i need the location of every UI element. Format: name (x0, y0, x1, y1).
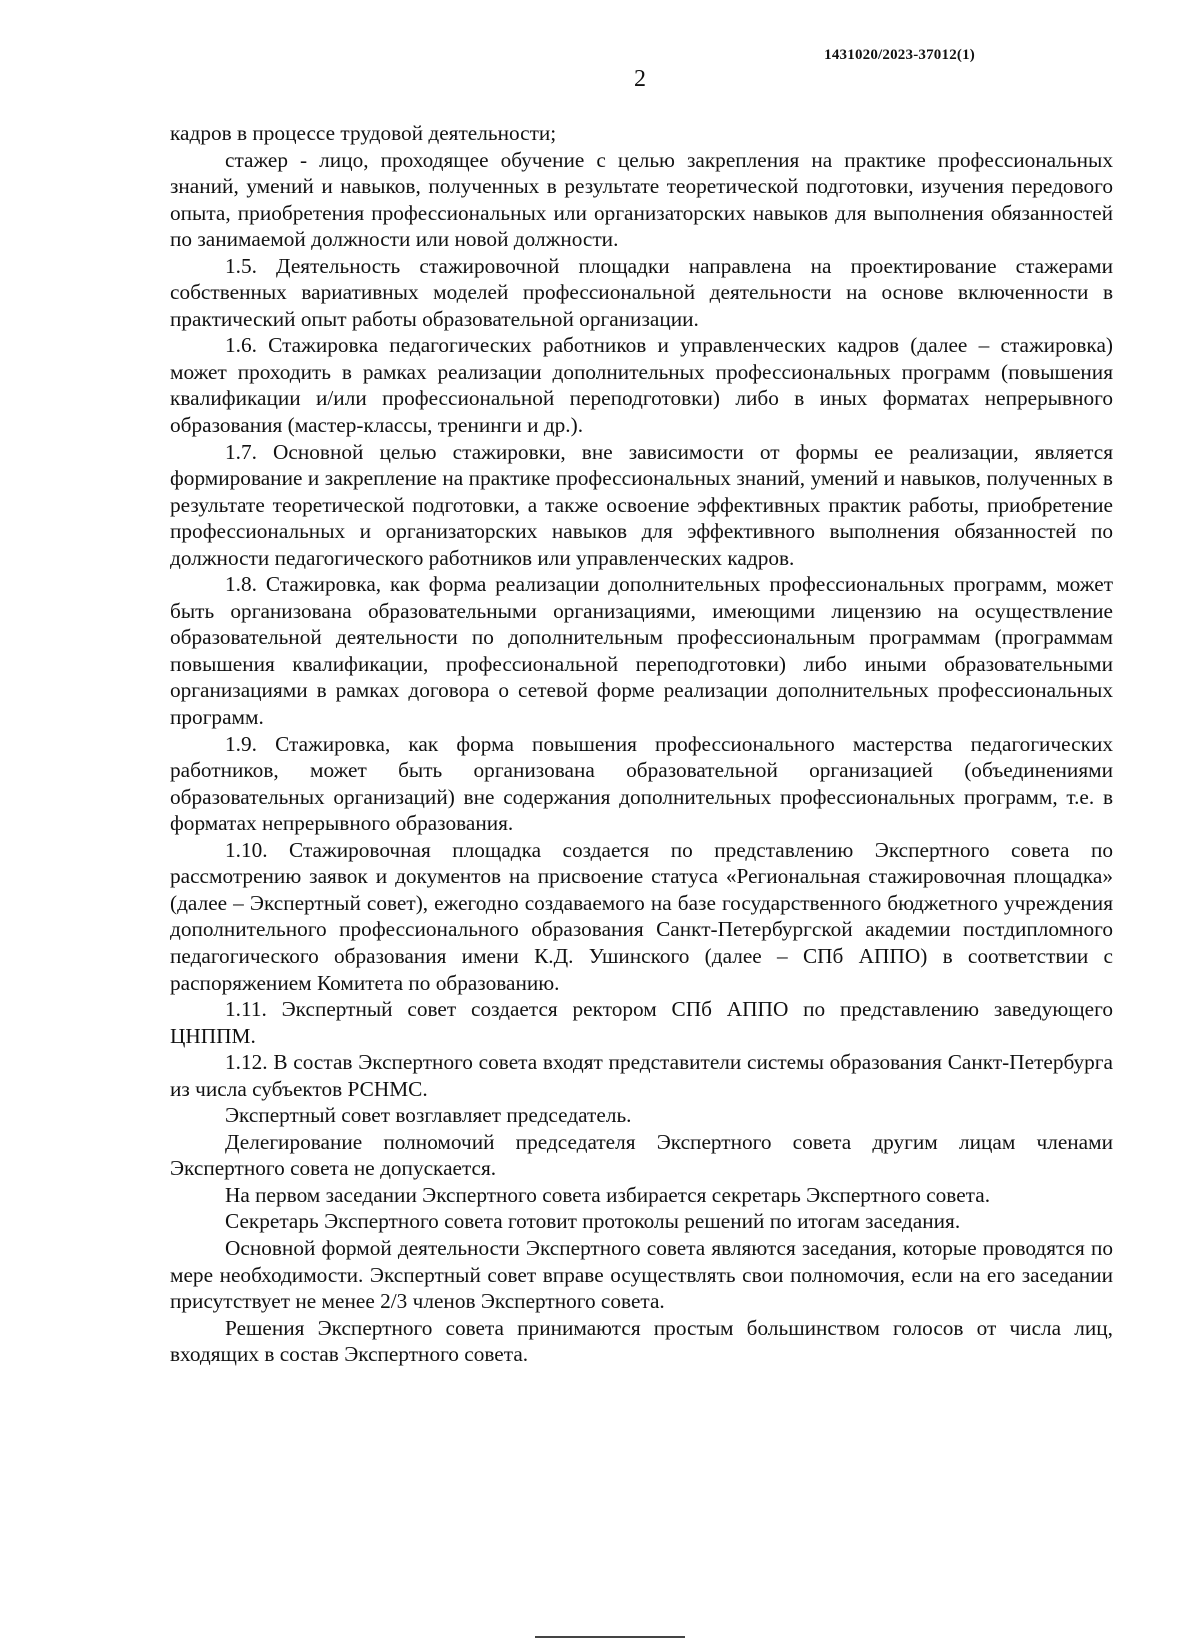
paragraph-1-11: 1.11. Экспертный совет создается ректором СПб АППО по представлению заведующего ЦНППМ. (170, 997, 1113, 1048)
page-number: 2 (634, 66, 646, 92)
paragraph-1-10: 1.10. Стажировочная площадка создается по представлению Экспертного совета по рассмотрению заявок и документов на присвоение статуса «Региональная стажировочная площадка» (далее – Экспертный совет), ежегодно создаваемого на базе государственного бюджетного учреждения дополнительного профессионального образования Санкт-Петербургской академии постдипломного педагогического образования имени К.Д. Ушинского (далее – СПб АППО) в соответствии с распоряжением Комитета по образованию. (170, 837, 1113, 995)
paragraph-1-8: 1.8. Стажировка, как форма реализации дополнительных профессиональных программ, может быть организована образовательными организациями, имеющими лицензию на осуществление образовательной деятельности по дополнительным профессиональным программам (программам повышения квалификации, профессиональной переподготовки) либо иными образовательными организациями в рамках договора о сетевой форме реализации дополнительных профессиональных программ. (170, 572, 1113, 730)
paragraph-delegation: Делегирование полномочий председателя Экспертного совета другим лицам членами Экспертного совета не допускается. (170, 1129, 1113, 1181)
scan-edge-mark (535, 1636, 685, 1638)
paragraph-decisions: Решения Экспертного совета принимаются простым большинством голосов от числа лиц, входящих в состав Экспертного совета. (170, 1315, 1113, 1367)
paragraph-1-5: 1.5. Деятельность стажировочной площадки направлена на проектирование стажерами собственных вариативных моделей профессиональной деятельности на основе включенности в практический опыт работы образовательной организации. (170, 253, 1113, 331)
paragraph-trainee-definition: стажер - лицо, проходящее обучение с целью закрепления на практике профессиональных знаний, умений и навыков, полученных в результате теоретической подготовки, изучения передового опыта, приобретения профессиональных или организаторских навыков для выполнения обязанностей по занимаемой должности или новой должности. (170, 147, 1113, 252)
document-body (170, 120, 1113, 1368)
paragraph-secretary-duties: Секретарь Экспертного совета готовит протоколы решений по итогам заседания. (225, 1209, 961, 1234)
paragraph-continuation: кадров в процессе трудовой деятельности; (170, 121, 557, 145)
document-id: 1431020/2023-37012(1) (824, 47, 975, 63)
paragraph-secretary-election: На первом заседании Экспертного совета избирается секретарь Экспертного совета. (225, 1182, 991, 1207)
paragraph-1-7: 1.7. Основной целью стажировки, вне зависимости от формы ее реализации, является формирование и закрепление на практике профессиональных знаний, умений и навыков, полученных в результате теоретической подготовки, а также освоение эффективных практик работы, приобретение профессиональных и организаторских навыков для эффективного выполнения обязанностей по должности педагогического работников или управленческих кадров. (170, 439, 1113, 570)
paragraph-meetings: Основной формой деятельности Экспертного совета являются заседания, которые проводятся по мере необходимости. Экспертный совет вправе осуществлять свои полномочия, если на его заседании присутствует не менее 2/3 членов Экспертного совета. (170, 1235, 1113, 1314)
paragraph-chairman: Экспертный совет возглавляет председатель. (225, 1103, 632, 1128)
paragraph-1-6: 1.6. Стажировка педагогических работников и управленческих кадров (далее – стажировка) может проходить в рамках реализации дополнительных профессиональных программ (повышения квалификации и/или профессиональной переподготовки) либо в иных форматах непрерывного образования (мастер-классы, тренинги и др.). (170, 333, 1113, 438)
paragraph-1-12: 1.12. В состав Экспертного совета входят представители системы образования Санкт-Петербурга из числа субъектов РСНМС. (170, 1050, 1113, 1101)
paragraph-1-9: 1.9. Стажировка, как форма повышения профессионального мастерства педагогических работников, может быть организована образовательной организацией (объединениями образовательных организаций) вне содержания дополнительных профессиональных программ, т.е. в форматах непрерывного образования. (170, 731, 1113, 836)
